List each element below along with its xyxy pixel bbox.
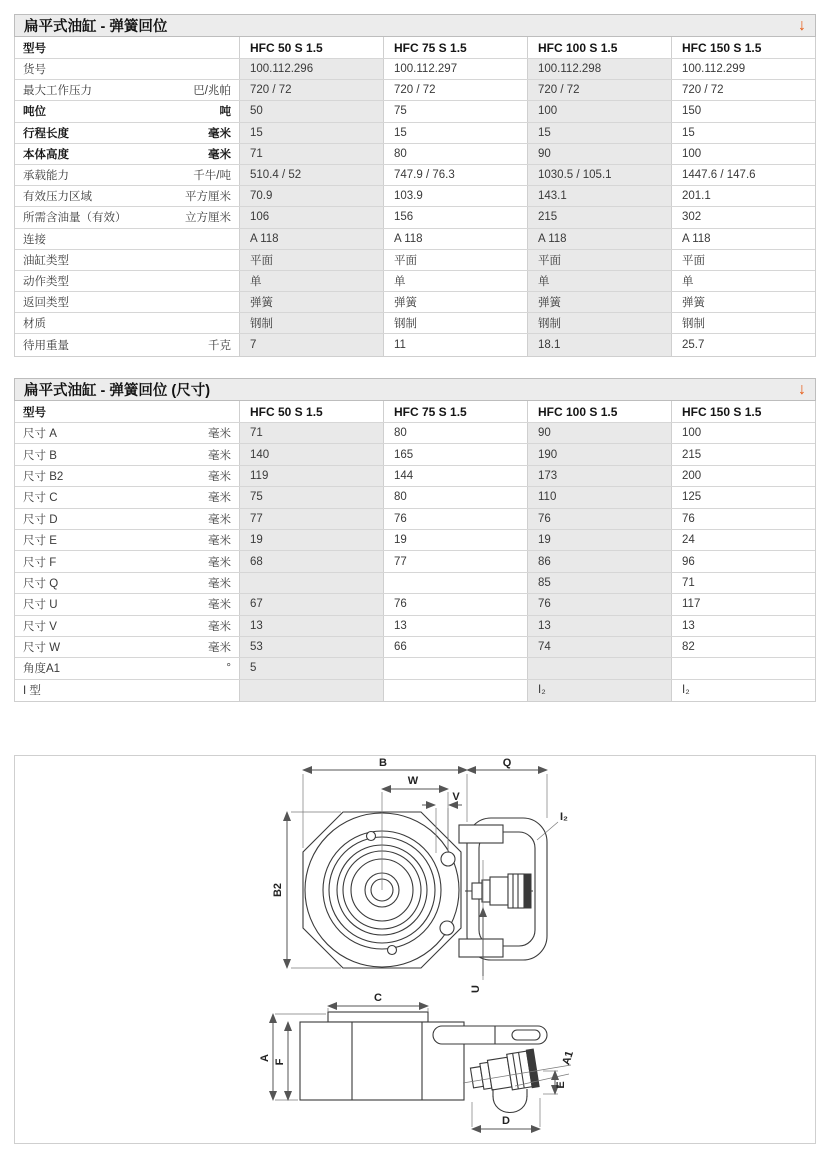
row-label-cell: [15, 658, 239, 678]
cell-value: 70.9: [239, 186, 383, 206]
cell-value: 单: [527, 271, 671, 291]
cell-value: 71: [239, 144, 383, 164]
row-label: 有效压力区域: [23, 191, 92, 204]
cell-value: 单: [239, 271, 383, 291]
row-label-cell: [15, 530, 239, 550]
row-label: 角度A1: [23, 663, 61, 676]
cell-value: 76: [383, 509, 527, 529]
cell-value: 720 / 72: [671, 80, 815, 100]
row-label: I 型: [23, 685, 41, 698]
row-label-cell: [15, 573, 239, 593]
row-label-cell: [15, 292, 239, 312]
model-header-label: 型号: [23, 42, 46, 55]
dimension-table-titlebar: [14, 378, 816, 401]
table-row: [15, 658, 815, 679]
table-row: [15, 551, 815, 572]
cell-value: 100.112.298: [527, 59, 671, 79]
cell-value: 144: [383, 466, 527, 486]
spec-table-titlebar: [14, 14, 816, 37]
cell-value: 平面: [671, 250, 815, 270]
cell-value: [527, 658, 671, 678]
row-label: 尺寸 B2: [23, 470, 64, 483]
row-label: 尺寸 U: [23, 599, 58, 612]
cell-value: 19: [383, 530, 527, 550]
row-unit: 毫米: [208, 556, 231, 569]
cell-value: 76: [671, 509, 815, 529]
table-row: [15, 573, 815, 594]
cell-value: 201.1: [671, 186, 815, 206]
cell-value: 75: [383, 101, 527, 121]
dimension-table: [14, 401, 816, 702]
row-label: 本体高度: [23, 148, 69, 161]
cell-value: 5: [239, 658, 383, 678]
row-unit: 毫米: [208, 449, 231, 462]
cell-value: 19: [239, 530, 383, 550]
row-label: 所需含油量（有效）: [23, 212, 127, 225]
cell-value: 11: [383, 334, 527, 355]
handle-side: [433, 1026, 547, 1044]
handle-lug: [459, 825, 503, 843]
row-label-cell: [15, 313, 239, 333]
table-row: [15, 101, 815, 122]
row-label-cell: [15, 165, 239, 185]
side-view-drawing: [259, 992, 576, 1129]
dim-label-b: B: [379, 757, 387, 769]
row-label: 尺寸 D: [23, 513, 58, 526]
cell-value: 100: [671, 423, 815, 443]
dim-label-c: C: [374, 992, 382, 1004]
row-label-cell: [15, 80, 239, 100]
row-label: 返回类型: [23, 297, 69, 310]
dim-label-q: Q: [502, 757, 512, 769]
spec-table: [14, 37, 816, 357]
cell-value: 103.9: [383, 186, 527, 206]
row-unit: 毫米: [208, 642, 231, 655]
row-unit: 毫米: [208, 577, 231, 590]
dim-label-i2: I₂: [560, 811, 568, 823]
model-header-cell: [15, 37, 239, 58]
row-label-cell: [15, 487, 239, 507]
handle-lug: [459, 939, 503, 957]
cell-value: 13: [671, 616, 815, 636]
technical-drawing-panel: [14, 755, 816, 1144]
dim-label-e: E: [555, 1081, 567, 1089]
column-header: HFC 150 S 1.5: [671, 401, 815, 422]
row-label-cell: [15, 59, 239, 79]
row-label: 尺寸 W: [23, 642, 61, 655]
row-label: 最大工作压力: [23, 85, 92, 98]
cell-value: [239, 680, 383, 701]
table-row: [15, 594, 815, 615]
port-hole: [441, 852, 455, 866]
table-row: [15, 313, 815, 334]
table-row: [15, 229, 815, 250]
bolt-hole: [388, 946, 397, 955]
row-label-cell: [15, 186, 239, 206]
cell-value: 80: [383, 423, 527, 443]
table-row: [15, 530, 815, 551]
cell-value: 钢制: [527, 313, 671, 333]
cell-value: 100.112.299: [671, 59, 815, 79]
cell-value: 76: [383, 594, 527, 614]
table-row: [15, 123, 815, 144]
row-label-cell: [15, 334, 239, 355]
row-label-cell: [15, 101, 239, 121]
technical-drawing: [15, 756, 815, 1143]
saddle-plate: [328, 1012, 428, 1022]
row-label-cell: [15, 250, 239, 270]
row-unit: 毫米: [208, 127, 231, 140]
row-label-cell: [15, 637, 239, 657]
row-unit: 毫米: [208, 148, 231, 161]
cell-value: 钢制: [239, 313, 383, 333]
cell-value: 200: [671, 466, 815, 486]
bolt-hole: [367, 832, 376, 841]
row-label-cell: [15, 466, 239, 486]
cell-value: 弹簧: [671, 292, 815, 312]
row-unit: 毫米: [208, 599, 231, 612]
cell-value: 100.112.297: [383, 59, 527, 79]
row-label-cell: [15, 123, 239, 143]
row-label-cell: [15, 423, 239, 443]
cell-value: 75: [239, 487, 383, 507]
row-unit: 毫米: [208, 513, 231, 526]
row-label: 尺寸 B: [23, 449, 57, 462]
cell-value: 173: [527, 466, 671, 486]
cell-value: 平面: [239, 250, 383, 270]
cell-value: [383, 573, 527, 593]
cell-value: 25.7: [671, 334, 815, 355]
row-unit: 毫米: [208, 428, 231, 441]
cell-value: 85: [527, 573, 671, 593]
cell-value: 弹簧: [239, 292, 383, 312]
cell-value: 18.1: [527, 334, 671, 355]
row-label-cell: [15, 271, 239, 291]
cell-value: 1030.5 / 105.1: [527, 165, 671, 185]
cell-value: 165: [383, 444, 527, 464]
coupler-side: [469, 1049, 539, 1097]
row-label-cell: [15, 616, 239, 636]
table-row: [15, 59, 815, 80]
cell-value: 80: [383, 487, 527, 507]
cell-value: 215: [671, 444, 815, 464]
cell-value: 71: [671, 573, 815, 593]
dimension-table-header-row: [15, 401, 815, 423]
row-unit: 吨: [219, 106, 231, 119]
cell-value: 190: [527, 444, 671, 464]
row-label: 尺寸 C: [23, 492, 58, 505]
table-row: [15, 466, 815, 487]
cell-value: 215: [527, 207, 671, 227]
dim-label-w: W: [407, 775, 419, 787]
cell-value: 96: [671, 551, 815, 571]
download-arrow-icon[interactable]: ↓: [798, 16, 806, 34]
cell-value: 1447.6 / 147.6: [671, 165, 815, 185]
cell-value: 119: [239, 466, 383, 486]
cell-value: 720 / 72: [527, 80, 671, 100]
cell-value: 110: [527, 487, 671, 507]
cell-value: 74: [527, 637, 671, 657]
table-row: [15, 207, 815, 228]
dim-label-f: F: [274, 1058, 286, 1066]
dimension-table-section: [14, 378, 816, 702]
table-row: [15, 444, 815, 465]
spec-table-section: [14, 14, 816, 357]
dim-label-b2: B2: [272, 882, 284, 898]
cell-value: 15: [239, 123, 383, 143]
cell-value: A 118: [527, 229, 671, 249]
table-row: [15, 165, 815, 186]
table-row: [15, 271, 815, 292]
cell-value: [671, 658, 815, 678]
row-unit: °: [226, 662, 231, 675]
column-header: HFC 100 S 1.5: [527, 401, 671, 422]
table-row: [15, 80, 815, 101]
cell-value: 80: [383, 144, 527, 164]
table-row: [15, 487, 815, 508]
cell-value: 510.4 / 52: [239, 165, 383, 185]
cell-value: 106: [239, 207, 383, 227]
cell-value: 19: [527, 530, 671, 550]
table-row: [15, 680, 815, 701]
row-label: 待用重量: [23, 340, 69, 353]
cell-value: A 118: [671, 229, 815, 249]
spec-table-header-row: [15, 37, 815, 59]
cell-value: 100: [671, 144, 815, 164]
port-hole: [440, 921, 454, 935]
column-header: HFC 50 S 1.5: [239, 401, 383, 422]
cell-value: 117: [671, 594, 815, 614]
row-label-cell: [15, 207, 239, 227]
cell-value: 82: [671, 637, 815, 657]
cell-value: 302: [671, 207, 815, 227]
cell-value: A 118: [383, 229, 527, 249]
cell-value: 平面: [383, 250, 527, 270]
column-header: HFC 75 S 1.5: [383, 401, 527, 422]
table-row: [15, 144, 815, 165]
cell-value: 13: [527, 616, 671, 636]
cell-value: 13: [239, 616, 383, 636]
row-label: 材质: [23, 318, 46, 331]
cell-value: 67: [239, 594, 383, 614]
row-unit: 毫米: [208, 620, 231, 633]
cell-value: 钢制: [383, 313, 527, 333]
cell-value: 15: [527, 123, 671, 143]
row-unit: 毫米: [208, 470, 231, 483]
row-unit: 平方厘米: [185, 191, 231, 204]
cell-value: 24: [671, 530, 815, 550]
row-unit: 立方厘米: [185, 212, 231, 225]
cell-value: 单: [671, 271, 815, 291]
cell-value: 71: [239, 423, 383, 443]
row-label: 尺寸 Q: [23, 577, 59, 590]
cell-value: 150: [671, 101, 815, 121]
cell-value: 7: [239, 334, 383, 355]
cell-value: I₂: [671, 680, 815, 701]
cell-value: 15: [383, 123, 527, 143]
table-row: [15, 334, 815, 355]
dim-label-v: V: [452, 791, 460, 803]
table-row: [15, 637, 815, 658]
cell-value: 53: [239, 637, 383, 657]
cell-value: 77: [239, 509, 383, 529]
column-header: HFC 150 S 1.5: [671, 37, 815, 58]
cell-value: 平面: [527, 250, 671, 270]
cell-value: 13: [383, 616, 527, 636]
cell-value: 15: [671, 123, 815, 143]
cell-value: 720 / 72: [239, 80, 383, 100]
row-label-cell: [15, 444, 239, 464]
cell-value: 单: [383, 271, 527, 291]
download-arrow-icon[interactable]: ↓: [798, 380, 806, 398]
cell-value: 76: [527, 594, 671, 614]
table-row: [15, 292, 815, 313]
model-header-label: 型号: [23, 406, 46, 419]
row-unit: 毫米: [208, 535, 231, 548]
cell-value: 76: [527, 509, 671, 529]
row-unit: 毫米: [208, 492, 231, 505]
cell-value: 50: [239, 101, 383, 121]
cell-value: A 118: [239, 229, 383, 249]
table-row: [15, 423, 815, 444]
cell-value: 720 / 72: [383, 80, 527, 100]
model-header-cell: [15, 401, 239, 422]
cell-value: [239, 573, 383, 593]
coupler-top: [465, 874, 533, 908]
dim-label-d: D: [502, 1115, 510, 1127]
table2-rows: [15, 423, 815, 701]
row-label-cell: [15, 680, 239, 701]
dim-label-a: A: [259, 1054, 271, 1062]
row-label-cell: [15, 229, 239, 249]
row-unit: 千牛/吨: [193, 170, 231, 183]
cell-value: 156: [383, 207, 527, 227]
dimension-table-title: 扁平式油缸 - 弹簧回位 (尺寸): [24, 383, 211, 399]
row-label: 尺寸 F: [23, 556, 57, 569]
row-label: 连接: [23, 233, 46, 246]
row-unit: 巴/兆帕: [193, 85, 231, 98]
spec-table-title: 扁平式油缸 - 弹簧回位: [24, 19, 168, 35]
row-label: 承载能力: [23, 170, 69, 183]
cell-value: 100.112.296: [239, 59, 383, 79]
cell-value: 90: [527, 423, 671, 443]
cell-value: 90: [527, 144, 671, 164]
cell-value: 86: [527, 551, 671, 571]
row-label: 尺寸 E: [23, 535, 57, 548]
table-row: [15, 616, 815, 637]
cell-value: 125: [671, 487, 815, 507]
top-view-drawing: [272, 757, 568, 993]
column-header: HFC 75 S 1.5: [383, 37, 527, 58]
dim-label-a1: A1: [560, 1049, 577, 1067]
cell-value: 77: [383, 551, 527, 571]
cell-value: 747.9 / 76.3: [383, 165, 527, 185]
cell-value: 68: [239, 551, 383, 571]
row-label-cell: [15, 551, 239, 571]
row-label: 油缸类型: [23, 254, 69, 267]
row-label: 货号: [23, 64, 46, 77]
cell-value: [383, 658, 527, 678]
cell-value: 钢制: [671, 313, 815, 333]
row-label: 尺寸 V: [23, 620, 57, 633]
column-header: HFC 50 S 1.5: [239, 37, 383, 58]
table-row: [15, 186, 815, 207]
row-unit: 千克: [208, 340, 231, 353]
dust-cap-loop: [493, 1096, 527, 1113]
cell-value: 弹簧: [383, 292, 527, 312]
dim-label-u: U: [470, 985, 482, 993]
row-label: 吨位: [23, 106, 46, 119]
row-label: 动作类型: [23, 275, 69, 288]
cell-value: 143.1: [527, 186, 671, 206]
table-row: [15, 250, 815, 271]
row-label-cell: [15, 594, 239, 614]
cell-value: [383, 680, 527, 701]
cell-value: 100: [527, 101, 671, 121]
row-label-cell: [15, 144, 239, 164]
row-label: 尺寸 A: [23, 428, 57, 441]
cell-value: 140: [239, 444, 383, 464]
cell-value: I₂: [527, 680, 671, 701]
table-row: [15, 509, 815, 530]
column-header: HFC 100 S 1.5: [527, 37, 671, 58]
cell-value: 66: [383, 637, 527, 657]
row-label-cell: [15, 509, 239, 529]
row-label: 行程长度: [23, 127, 69, 140]
table1-rows: [15, 59, 815, 356]
cell-value: 弹簧: [527, 292, 671, 312]
